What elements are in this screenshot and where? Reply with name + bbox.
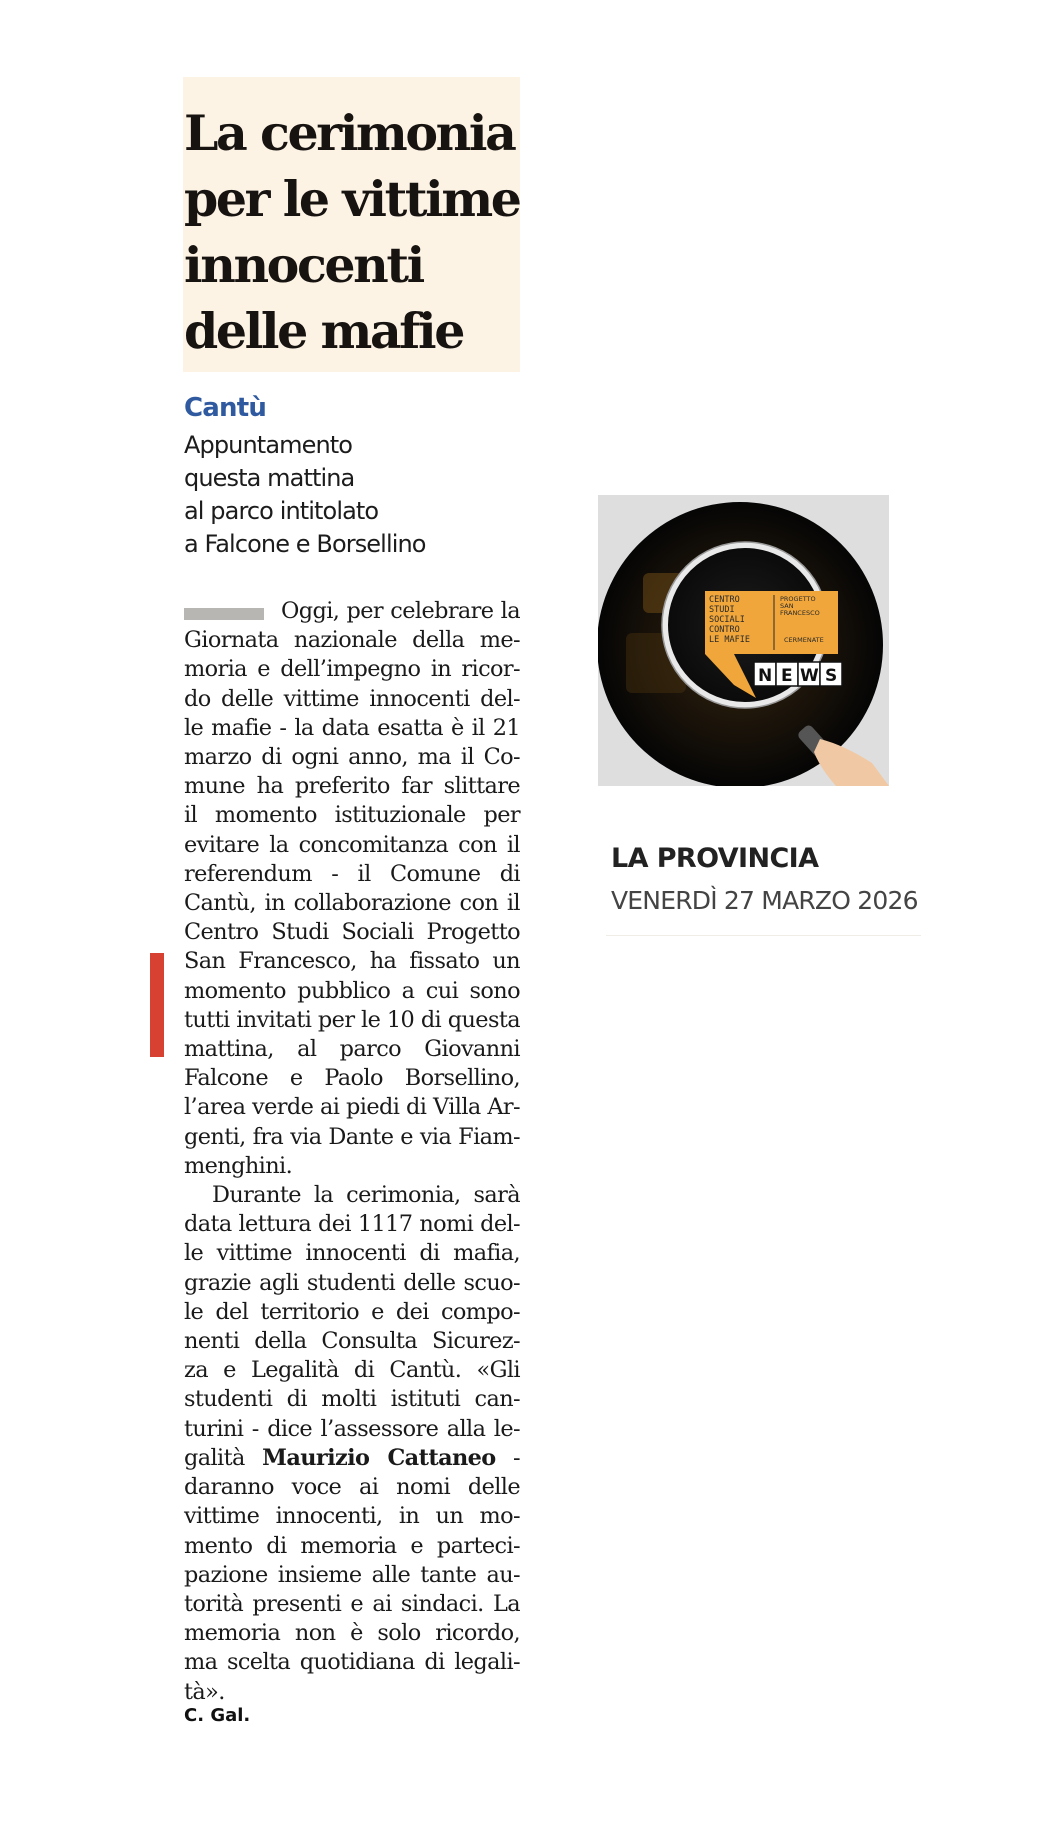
news-letter: S bbox=[825, 666, 838, 686]
body-line: le del territorio e dei compo- bbox=[184, 1298, 520, 1325]
newspaper-brand: LA PROVINCIA bbox=[611, 843, 819, 874]
sign-text: CENTRO bbox=[709, 595, 740, 605]
news-letter: N bbox=[758, 666, 773, 686]
body-line: torità presenti e ai sindaci. La bbox=[184, 1590, 520, 1617]
article-subheadline bbox=[184, 429, 514, 561]
body-line: moria e dell’impegno in ricor- bbox=[184, 656, 520, 683]
body-line: Giornata nazionale della me- bbox=[184, 627, 520, 654]
publication-date: VENERDÌ 27 MARZO 2026 bbox=[611, 886, 918, 915]
body-text-span: galità bbox=[184, 1444, 263, 1471]
article-kicker-location: Cantù bbox=[184, 393, 267, 423]
body-line: ma scelta quotidiana di legali- bbox=[184, 1649, 520, 1676]
body-line: le mafie - la data esatta è il 21 bbox=[184, 714, 520, 741]
body-line: grazie agli studenti delle scuo- bbox=[184, 1269, 520, 1296]
sign-text: SOCIALI bbox=[709, 615, 745, 625]
news-letter: W bbox=[800, 666, 819, 686]
body-line: studenti di molti istituti can- bbox=[184, 1386, 520, 1413]
body-line: za e Legalità di Cantù. «Gli bbox=[184, 1357, 520, 1384]
sign-text: STUDI bbox=[709, 605, 735, 615]
body-line: marzo di ogni anno, ma il Co- bbox=[184, 744, 520, 771]
body-line: tutti invitati per le 10 di questa bbox=[184, 1006, 520, 1033]
body-line: vittime innocenti, in un mo- bbox=[184, 1503, 520, 1530]
body-line: l’area verde ai piedi di Villa Ar- bbox=[184, 1094, 520, 1121]
subhead-line: al parco intitolato bbox=[184, 497, 379, 525]
body-line: evitare la concomitanza con il bbox=[184, 831, 520, 858]
body-line: il momento istituzionale per bbox=[184, 802, 520, 829]
body-line: le vittime innocenti di mafia, bbox=[184, 1240, 520, 1267]
body-line: turini - dice l’assessore alla le- bbox=[184, 1415, 520, 1442]
article-byline: C. Gal. bbox=[184, 1705, 251, 1726]
body-line: tà». bbox=[184, 1678, 225, 1705]
sign-text: FRANCESCO bbox=[780, 609, 820, 617]
body-line: Falcone e Paolo Borsellino, bbox=[184, 1065, 520, 1092]
body-line: menghini. bbox=[184, 1152, 293, 1179]
body-line: momento pubblico a cui sono bbox=[184, 977, 520, 1004]
body-line: Cantù, in collaborazione con il bbox=[184, 890, 520, 917]
body-line: Centro Studi Sociali Progetto bbox=[184, 919, 520, 946]
sidebar-divider bbox=[606, 935, 921, 936]
paragraph-1 bbox=[184, 597, 520, 1181]
body-line: San Francesco, ha fissato un bbox=[184, 948, 520, 975]
news-letter: E bbox=[781, 666, 793, 686]
body-line: daranno voce ai nomi delle bbox=[184, 1474, 520, 1501]
body-line: genti, fra via Dante e via Fiam- bbox=[184, 1123, 520, 1150]
body-line: data lettura dei 1117 nomi del- bbox=[184, 1211, 520, 1238]
body-line-with-name bbox=[184, 1444, 520, 1473]
body-line: nenti della Consulta Sicurez- bbox=[184, 1328, 520, 1355]
body-line: do delle vittime innocenti del- bbox=[184, 685, 520, 712]
body-line: referendum - il Comune di bbox=[184, 860, 520, 887]
paragraph-2 bbox=[184, 1181, 520, 1707]
subhead-line: a Falcone e Borsellino bbox=[184, 530, 426, 558]
body-line: mune ha preferito far slittare bbox=[184, 773, 520, 800]
article-body bbox=[184, 597, 520, 1707]
red-margin-marker bbox=[150, 953, 164, 1057]
body-line: Durante la cerimonia, sarà bbox=[212, 1182, 520, 1209]
sign-text: CONTRO bbox=[709, 625, 740, 635]
body-line: mento di memoria e parteci- bbox=[184, 1532, 520, 1559]
magnifier-news-illustration bbox=[598, 495, 889, 786]
sign-text: CERMENATE bbox=[784, 636, 824, 644]
sign-text: PROGETTO bbox=[780, 595, 816, 603]
news-thumbnail-image bbox=[598, 495, 889, 786]
headline-line: innocenti bbox=[184, 236, 423, 294]
headline-line: per le vittime bbox=[184, 170, 520, 228]
body-text-span: - bbox=[495, 1444, 520, 1471]
headline-line: delle mafie bbox=[184, 302, 463, 360]
subhead-line: questa mattina bbox=[184, 464, 355, 492]
body-line: Oggi, per celebrare la bbox=[281, 598, 520, 624]
body-line: mattina, al parco Giovanni bbox=[184, 1036, 520, 1063]
sign-text: LE MAFIE bbox=[709, 635, 750, 645]
assessore-name: Maurizio Cattaneo bbox=[262, 1444, 496, 1471]
body-line: memoria non è solo ricordo, bbox=[184, 1620, 520, 1647]
body-line: pazione insieme alle tante au- bbox=[184, 1561, 520, 1588]
sign-text: SAN bbox=[780, 602, 794, 610]
subhead-line: Appuntamento bbox=[184, 431, 353, 459]
article-headline bbox=[184, 100, 524, 364]
headline-line: La cerimonia bbox=[184, 104, 515, 162]
